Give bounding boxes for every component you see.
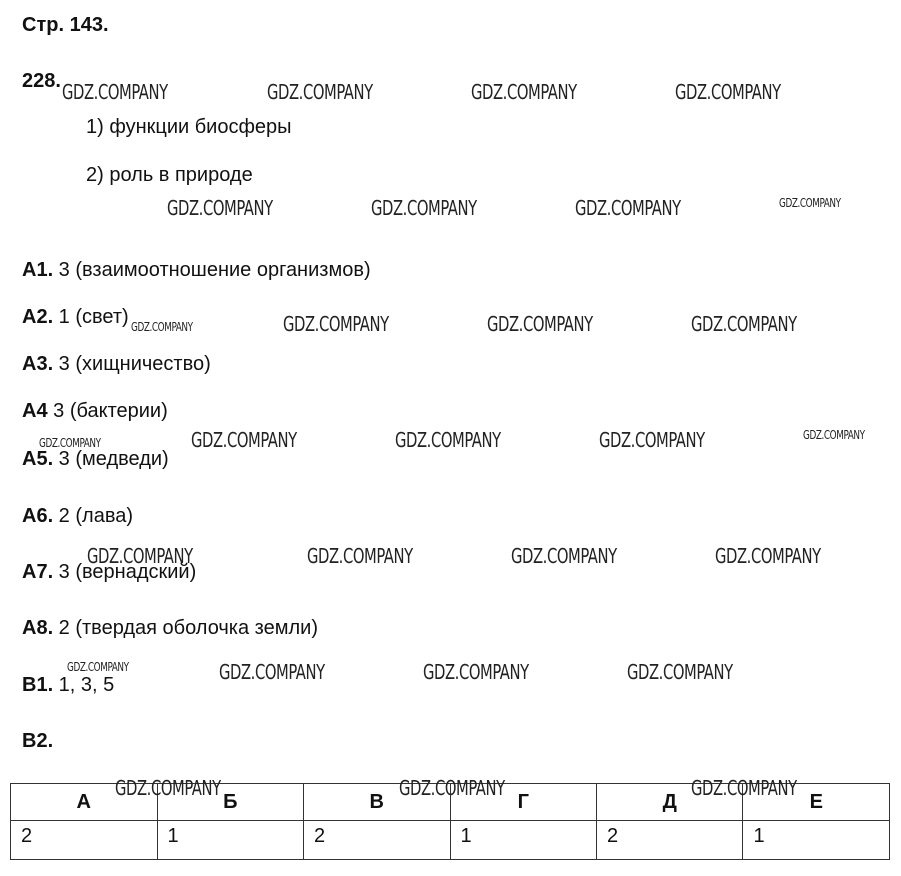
answer-text: 2 (твердая оболочка земли) bbox=[53, 617, 318, 639]
watermark: GDZ.COMPANY bbox=[283, 312, 389, 336]
watermark: GDZ.COMPANY bbox=[219, 660, 325, 684]
answer-a4 bbox=[22, 400, 168, 423]
watermark: GDZ.COMPANY bbox=[67, 660, 129, 674]
answer-label: В1. bbox=[22, 674, 54, 696]
answer-a5 bbox=[22, 448, 169, 471]
answer-label: А6. bbox=[22, 505, 54, 527]
watermark: GDZ.COMPANY bbox=[511, 544, 617, 568]
watermark: GDZ.COMPANY bbox=[267, 80, 373, 104]
table-header-cell: Е bbox=[743, 784, 890, 821]
table-cell: 2 bbox=[11, 821, 158, 860]
watermark: GDZ.COMPANY bbox=[87, 544, 193, 568]
watermark: GDZ.COMPANY bbox=[779, 196, 841, 210]
watermark: GDZ.COMPANY bbox=[423, 660, 529, 684]
watermark: GDZ.COMPANY bbox=[131, 320, 193, 334]
answer-label: А8. bbox=[22, 617, 54, 639]
watermark: GDZ.COMPANY bbox=[487, 312, 593, 336]
watermark: GDZ.COMPANY bbox=[691, 776, 797, 800]
answer-a3 bbox=[22, 353, 211, 376]
watermark: GDZ.COMPANY bbox=[167, 196, 273, 220]
watermark: GDZ.COMPANY bbox=[471, 80, 577, 104]
answer-text: 1 (свет) bbox=[53, 306, 129, 328]
watermark: GDZ.COMPANY bbox=[62, 80, 168, 104]
table-header-cell: В bbox=[304, 784, 451, 821]
task-item-1: 1) функции биосферы bbox=[86, 116, 292, 138]
watermark: GDZ.COMPANY bbox=[115, 776, 221, 800]
answer-label: А1. bbox=[22, 259, 54, 281]
watermark: GDZ.COMPANY bbox=[715, 544, 821, 568]
answer-label: А3. bbox=[22, 353, 54, 375]
watermark: GDZ.COMPANY bbox=[803, 428, 865, 442]
watermark: GDZ.COMPANY bbox=[599, 428, 705, 452]
answer-label: А5. bbox=[22, 448, 54, 470]
table-cell: 1 bbox=[450, 821, 596, 860]
answer-text: 3 (хищничество) bbox=[53, 353, 211, 375]
table-header-cell: А bbox=[11, 784, 158, 821]
watermark: GDZ.COMPANY bbox=[307, 544, 413, 568]
table-header-cell: Г bbox=[450, 784, 596, 821]
watermark: GDZ.COMPANY bbox=[691, 312, 797, 336]
watermark: GDZ.COMPANY bbox=[399, 776, 505, 800]
table-header-cell: Д bbox=[596, 784, 743, 821]
table-cell: 1 bbox=[157, 821, 304, 860]
answer-text: 3 (медведи) bbox=[53, 448, 169, 470]
answer-b2-label: В2. bbox=[22, 730, 54, 752]
table-cell: 2 bbox=[596, 821, 743, 860]
watermark: GDZ.COMPANY bbox=[395, 428, 501, 452]
task-item-2: 2) роль в природе bbox=[86, 164, 253, 186]
watermark: GDZ.COMPANY bbox=[371, 196, 477, 220]
watermark: GDZ.COMPANY bbox=[575, 196, 681, 220]
answer-text: 1, 3, 5 bbox=[53, 674, 115, 696]
answer-text: 3 (взаимоотношение организмов) bbox=[53, 259, 371, 281]
answer-label: А7. bbox=[22, 561, 54, 583]
page-number: Стр. 143. bbox=[22, 14, 109, 36]
answer-text: 3 (вернадский) bbox=[53, 561, 197, 583]
table-cell: 2 bbox=[304, 821, 451, 860]
answer-text: 2 (лава) bbox=[53, 505, 133, 527]
task-number: 228. bbox=[22, 70, 61, 92]
table-header-cell: Б bbox=[157, 784, 304, 821]
answer-b1 bbox=[22, 674, 114, 697]
watermark: GDZ.COMPANY bbox=[627, 660, 733, 684]
watermark: GDZ.COMPANY bbox=[39, 436, 101, 450]
watermark: GDZ.COMPANY bbox=[675, 80, 781, 104]
answer-a8 bbox=[22, 617, 318, 640]
answer-a2 bbox=[22, 306, 129, 329]
table-row bbox=[11, 821, 890, 860]
answer-label: А4 bbox=[22, 400, 48, 422]
watermark: GDZ.COMPANY bbox=[191, 428, 297, 452]
answer-label: А2. bbox=[22, 306, 54, 328]
answer-a1 bbox=[22, 259, 371, 282]
table-cell: 1 bbox=[743, 821, 890, 860]
answer-text: 3 (бактерии) bbox=[47, 400, 168, 422]
answer-a6 bbox=[22, 505, 133, 528]
